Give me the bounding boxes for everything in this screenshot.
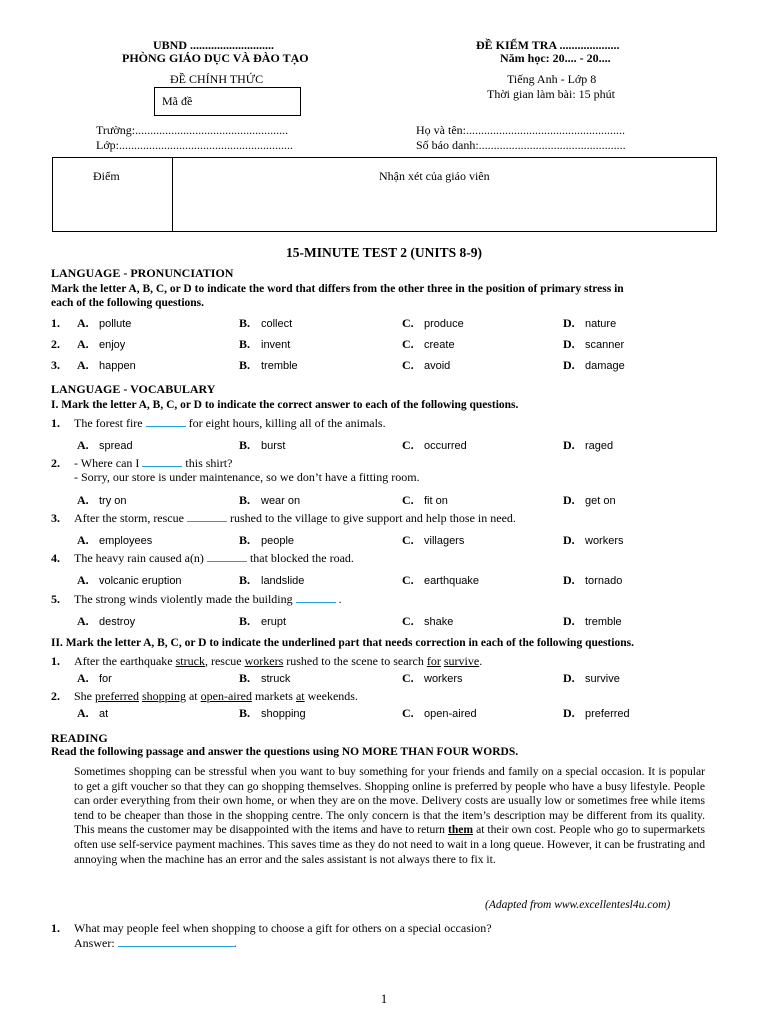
option-text: at [99, 708, 109, 720]
underlined-part: survive [443, 654, 480, 668]
vocabulary-heading: LANGUAGE - VOCABULARY [51, 382, 216, 396]
option-c[interactable]: C. shake [402, 614, 454, 628]
option-c[interactable]: C. open-aired [402, 706, 477, 720]
reading-instruction: Read the following passage and answer the questions using NO MORE THAN FOUR WORDS. [51, 746, 519, 758]
reading-passage: Sometimes shopping can be stressful when you want to buy something for your friends and family on a special occasion. It is popular to get a gift voucher so that they can go shopping themselves. Shopping online is preferred by people who have a busy lifestyle. People can order everything from their own home, or when they are on the move. Delivery costs are usually low or sometimes free while items tend to be cheaper than those in the shopping centre. The only concern is that the item’s description may be different from its quality. This means the customer may be disappointed with the items and have to return them at their own cost. People who go to supermarkets often use self-service payment machines. This saves time as they do not need to wait in a long queue. However, it can be frustrating and annoying when the machine has an error and the sales assistant is not always there to fix it. [74, 765, 705, 866]
option-d[interactable]: D. workers [563, 533, 624, 547]
option-text: raged [585, 440, 614, 452]
option-d[interactable]: D. nature [563, 316, 617, 330]
option-text: tremble [261, 360, 298, 372]
underlined-part: shopping [141, 689, 186, 703]
header-department: PHÒNG GIÁO DỤC VÀ ĐÀO TẠO [122, 51, 309, 65]
option-text: earthquake [424, 575, 480, 587]
question-number: 1. [51, 316, 60, 330]
field-full-name[interactable]: Họ và tên:..................................................... [416, 123, 625, 137]
option-b[interactable]: B. tremble [239, 358, 298, 372]
option-d[interactable]: D. tornado [563, 573, 623, 587]
option-d[interactable]: D. scanner [563, 337, 625, 351]
option-a[interactable]: A. spread [77, 438, 133, 452]
teacher-comment-label: Nhận xét của giáo viên [379, 169, 490, 183]
pronunciation-heading: LANGUAGE - PRONUNCIATION [51, 266, 234, 280]
option-b[interactable]: B. collect [239, 316, 293, 330]
underlined-part: for [426, 654, 441, 668]
option-text: pollute [99, 318, 132, 330]
question-text: The heavy rain caused a(n) that blocked the road. [74, 551, 354, 565]
question-number: 3. [51, 358, 60, 372]
option-text: collect [261, 318, 293, 330]
page-title: 15-MINUTE TEST 2 (UNITS 8-9) [285, 245, 483, 260]
question-text: After the earthquake struck, rescue workers rushed to the scene to search for survive. [74, 654, 483, 668]
header-subject: Tiếng Anh - Lớp 8 [507, 72, 597, 86]
answer-blank[interactable] [142, 456, 182, 467]
underlined-part: preferred [95, 689, 139, 703]
vocabulary-part1-instruction: I. Mark the letter A, B, C, or D to indicate the correct answer to each of the following questions. [51, 399, 519, 411]
option-d[interactable]: D. get on [563, 493, 616, 507]
option-d[interactable]: D. damage [563, 358, 625, 372]
option-text: tornado [585, 575, 623, 587]
option-b[interactable]: B. shopping [239, 706, 306, 720]
header-school-year: Năm học: 20.... - 20.... [500, 51, 611, 65]
question-text: - Where can I this shirt? [74, 456, 233, 470]
score-box [52, 157, 717, 232]
option-c[interactable]: C. earthquake [402, 573, 480, 587]
pronunciation-instruction-2: each of the following questions. [51, 297, 205, 309]
option-b[interactable]: B. people [239, 533, 295, 547]
option-b[interactable]: B. struck [239, 671, 291, 685]
question-number: 2. [51, 337, 60, 351]
option-c[interactable]: C. create [402, 337, 455, 351]
option-c[interactable]: C. occurred [402, 438, 467, 452]
option-a[interactable]: A. for [77, 671, 112, 685]
option-text: damage [585, 360, 625, 372]
option-text: nature [585, 318, 617, 330]
reading-q1-number: 1. [51, 921, 60, 935]
underlined-part: struck [175, 654, 205, 668]
question-number: 5. [51, 592, 60, 606]
question-text: After the storm, rescue rushed to the village to give support and help those in need. [74, 511, 516, 525]
option-text: try on [99, 495, 127, 507]
option-b[interactable]: B. invent [239, 337, 291, 351]
question-number: 4. [51, 551, 60, 565]
option-a[interactable]: A. try on [77, 493, 127, 507]
option-b[interactable]: B. wear on [239, 493, 301, 507]
option-text: workers [585, 535, 624, 547]
option-text: shake [424, 616, 454, 628]
exam-code-label: Mã đề [162, 94, 193, 108]
option-text: spread [99, 440, 133, 452]
header-ubnd: UBND ............................ [153, 38, 275, 52]
option-a[interactable]: A. enjoy [77, 337, 126, 351]
question-number: 2. [51, 689, 60, 703]
option-text: open-aired [424, 708, 477, 720]
option-b[interactable]: B. erupt [239, 614, 287, 628]
exam-code-box [154, 87, 301, 116]
underlined-part: open-aired [200, 689, 252, 703]
option-text: wear on [261, 495, 301, 507]
option-b[interactable]: B. burst [239, 438, 286, 452]
header-official: ĐỀ CHÍNH THỨC [170, 72, 264, 86]
option-text: create [424, 339, 455, 351]
answer-blank[interactable] [187, 511, 227, 522]
field-school[interactable]: Trường:................................................... [96, 123, 289, 137]
option-c[interactable]: C. workers [402, 671, 463, 685]
passage-underlined-word: them [447, 823, 474, 837]
pronunciation-instruction-1: Mark the letter A, B, C, or D to indicate the word that differs from the other three in the position of primary stress in [51, 283, 624, 295]
header-test-title: ĐỀ KIỂM TRA .................... [476, 38, 620, 52]
option-a[interactable]: A. pollute [77, 316, 132, 330]
option-a[interactable]: A. at [77, 706, 109, 720]
answer-blank[interactable] [207, 551, 247, 562]
option-text: for [99, 673, 112, 685]
option-text: enjoy [99, 339, 126, 351]
question-text: She preferred shopping at open-aired markets at weekends. [74, 689, 358, 703]
underlined-part: at [295, 689, 305, 703]
option-a[interactable]: A. destroy [77, 614, 136, 628]
option-text: volcanic eruption [99, 575, 182, 587]
score-label: Điểm [93, 169, 120, 183]
option-text: scanner [585, 339, 625, 351]
option-text: shopping [261, 708, 306, 720]
option-d[interactable]: D. survive [563, 671, 620, 685]
option-text: workers [424, 673, 463, 685]
option-c[interactable]: C. avoid [402, 358, 451, 372]
field-candidate-number[interactable]: Số báo danh:................................................. [416, 138, 626, 152]
option-text: burst [261, 440, 286, 452]
underlined-part: workers [244, 654, 284, 668]
answer-blank[interactable] [146, 416, 186, 427]
answer-label: Answer: [74, 936, 115, 950]
reading-q1-text: What may people feel when shopping to choose a gift for others on a special occasion? [74, 921, 492, 935]
reading-q1-answer[interactable]: Answer: . [74, 936, 237, 950]
option-text: get on [585, 495, 616, 507]
answer-blank[interactable] [296, 592, 336, 603]
option-d[interactable]: D. preferred [563, 706, 630, 720]
page-number: 1 [380, 991, 388, 1006]
option-text: avoid [424, 360, 451, 372]
option-text: happen [99, 360, 136, 372]
option-a[interactable]: A. employees [77, 533, 153, 547]
vocabulary-part2-instruction: II. Mark the letter A, B, C, or D to indicate the underlined part that needs correction in each of the following questions. [51, 637, 634, 649]
question-text-line2: - Sorry, our store is under maintenance, so we don’t have a fitting room. [74, 470, 420, 484]
option-c[interactable]: C. produce [402, 316, 464, 330]
option-text: erupt [261, 616, 287, 628]
option-text: survive [585, 673, 620, 685]
option-text: destroy [99, 616, 136, 628]
question-number: 1. [51, 654, 60, 668]
question-text: The forest fire for eight hours, killing all of the animals. [74, 416, 386, 430]
option-text: landslide [261, 575, 305, 587]
option-c[interactable]: C. fit on [402, 493, 448, 507]
option-c[interactable]: C. villagers [402, 533, 465, 547]
option-b[interactable]: B. landslide [239, 573, 305, 587]
question-number: 1. [51, 416, 60, 430]
option-d[interactable]: D. tremble [563, 614, 622, 628]
answer-blank[interactable] [118, 936, 234, 947]
reading-heading: READING [51, 731, 108, 745]
option-text: occurred [424, 440, 467, 452]
option-text: people [261, 535, 295, 547]
option-d[interactable]: D. raged [563, 438, 614, 452]
option-text: produce [424, 318, 464, 330]
option-a[interactable]: A. volcanic eruption [77, 573, 182, 587]
question-text: The strong winds violently made the building . [74, 592, 342, 606]
option-text: employees [99, 535, 153, 547]
passage-source: (Adapted from www.excellentesl4u.com) [485, 899, 671, 911]
question-number: 3. [51, 511, 60, 525]
option-text: invent [261, 339, 291, 351]
question-number: 2. [51, 456, 60, 470]
header-duration: Thời gian làm bài: 15 phút [487, 87, 615, 101]
option-a[interactable]: A. happen [77, 358, 136, 372]
option-text: villagers [424, 535, 465, 547]
option-text: struck [261, 673, 291, 685]
field-class[interactable]: Lớp:.......................................................... [96, 138, 294, 152]
option-text: preferred [585, 708, 630, 720]
option-text: tremble [585, 616, 622, 628]
option-text: fit on [424, 495, 448, 507]
